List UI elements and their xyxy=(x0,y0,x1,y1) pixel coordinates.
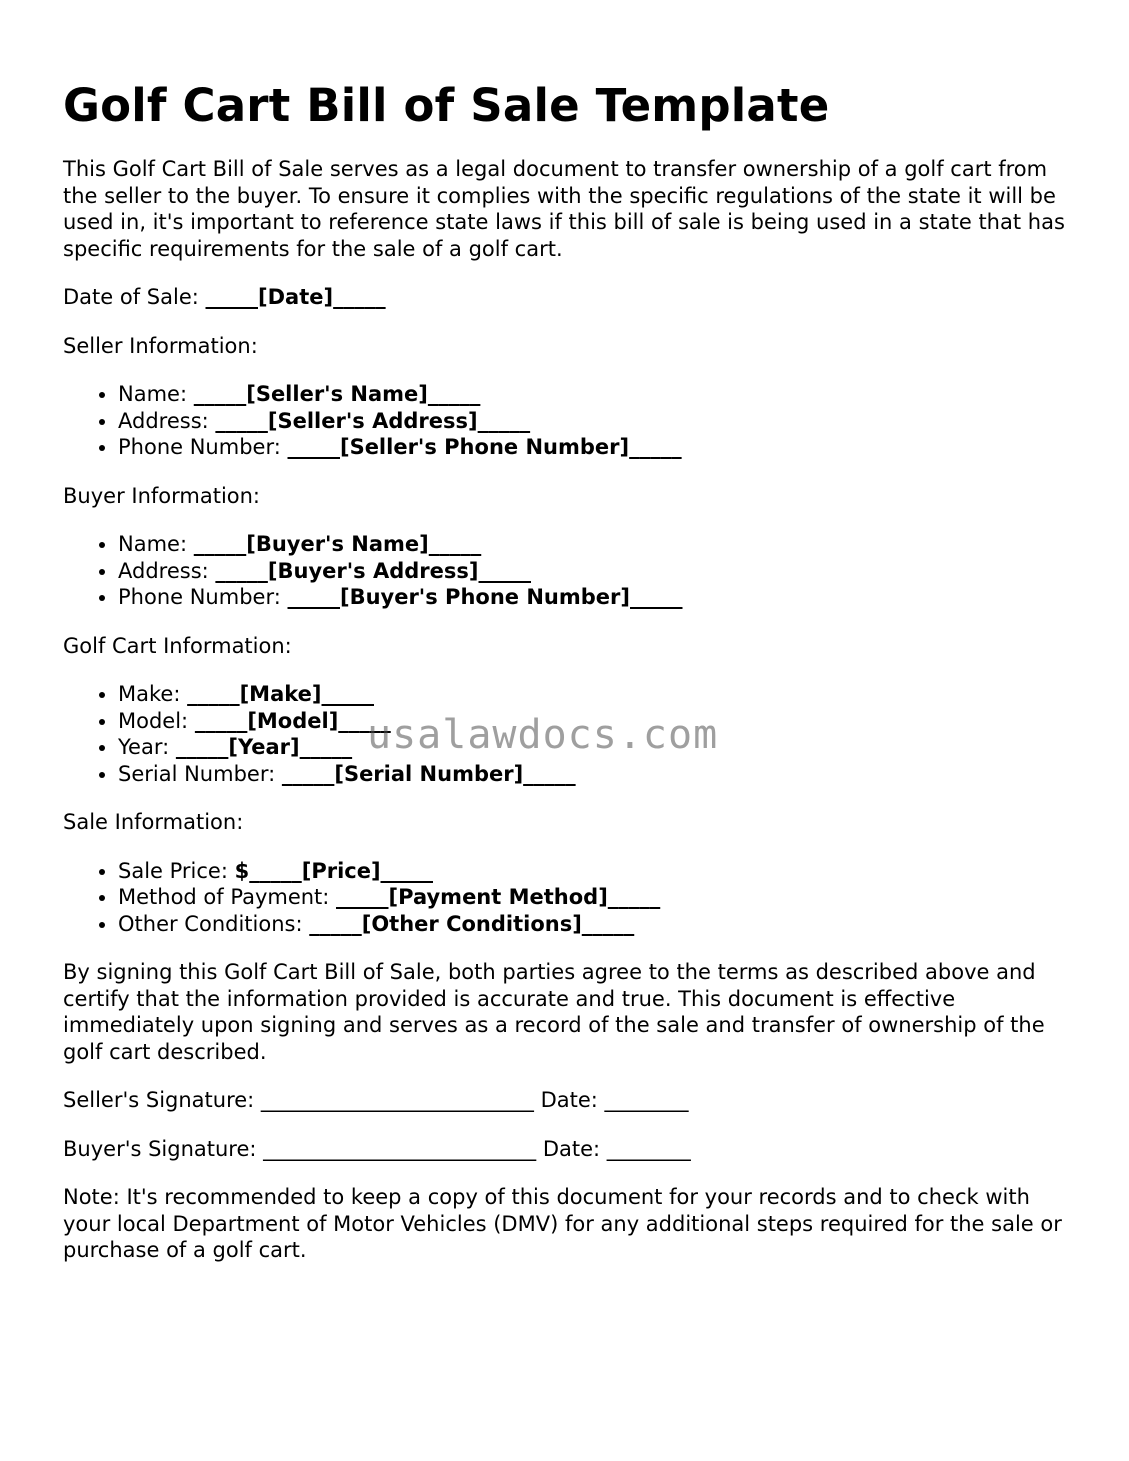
field-label: Phone Number: xyxy=(118,435,288,459)
document-title: Golf Cart Bill of Sale Template xyxy=(63,79,830,132)
field-label: Year: xyxy=(118,735,176,759)
list-item xyxy=(118,584,1073,611)
date-of-sale-value: _____[Date]_____ xyxy=(205,285,386,309)
cart-list xyxy=(63,681,1073,787)
list-item xyxy=(118,708,1073,735)
field-value: _____[Seller's Phone Number]_____ xyxy=(287,435,682,459)
buyer-signature-line: Buyer's Signature: __________________________ Date: ________ xyxy=(63,1136,691,1161)
field-label: Sale Price: xyxy=(118,858,235,883)
field-label: Address: xyxy=(118,558,216,583)
list-item xyxy=(118,531,1073,558)
field-value: _____[Other Conditions]_____ xyxy=(309,911,635,936)
list-item xyxy=(118,408,1073,435)
list-item xyxy=(118,434,1073,461)
list-item xyxy=(118,734,1073,761)
field-label: Method of Payment: xyxy=(118,885,337,909)
buyer-heading: Buyer Information: xyxy=(63,483,261,508)
field-label: Name: xyxy=(118,382,194,406)
list-item xyxy=(118,558,1073,585)
field-value: _____[Make]_____ xyxy=(187,682,374,706)
field-label: Phone Number: xyxy=(118,585,288,609)
list-item xyxy=(118,911,1073,938)
field-value: _____[Seller's Name]_____ xyxy=(193,382,481,406)
field-label: Model: xyxy=(118,708,195,733)
list-item xyxy=(118,381,1073,408)
document-page xyxy=(63,78,1073,1286)
seller-heading: Seller Information: xyxy=(63,333,258,358)
intro-paragraph: This Golf Cart Bill of Sale serves as a legal document to transfer ownership of a golf cart from the seller to the buyer. To ensure it complies with the specific regulations of the state it will be used in, it's important to reference state laws if this bill of sale is being used in a state that has specific requirements for the sale of a golf cart. xyxy=(63,157,1065,261)
field-label: Make: xyxy=(118,682,188,706)
field-value: _____[Seller's Address]_____ xyxy=(215,408,531,433)
agreement-paragraph: By signing this Golf Cart Bill of Sale, both parties agree to the terms as described above and certify that the information provided is accurate and true. This document is effective immediately upon signing and serves as a record of the sale and transfer of ownership of the golf cart described. xyxy=(63,960,1045,1064)
field-value: _____[Serial Number]_____ xyxy=(281,761,576,786)
sale-heading: Sale Information: xyxy=(63,810,244,834)
field-label: Address: xyxy=(118,408,216,433)
field-value: _____[Buyer's Phone Number]_____ xyxy=(287,585,683,609)
list-item xyxy=(118,681,1073,708)
date-of-sale-line xyxy=(63,284,1073,311)
field-value: $_____[Price]_____ xyxy=(234,858,434,883)
field-label: Name: xyxy=(118,532,194,556)
list-item xyxy=(118,884,1073,911)
seller-list xyxy=(63,381,1073,461)
field-value: _____[Buyer's Name]_____ xyxy=(193,532,482,556)
field-label: Other Conditions: xyxy=(118,911,310,936)
field-label: Serial Number: xyxy=(118,761,282,786)
sale-list xyxy=(63,858,1073,938)
field-value: _____[Buyer's Address]_____ xyxy=(215,558,531,583)
list-item xyxy=(118,858,1073,885)
seller-signature-line: Seller's Signature: __________________________ Date: ________ xyxy=(63,1088,689,1112)
cart-heading: Golf Cart Information: xyxy=(63,633,292,658)
note-paragraph: Note: It's recommended to keep a copy of this document for your records and to check with your local Department of Motor Vehicles (DMV) for any additional steps required for the sale or purchase of a golf cart. xyxy=(63,1185,1062,1262)
buyer-list xyxy=(63,531,1073,611)
field-value: _____[Payment Method]_____ xyxy=(336,885,661,909)
field-value: _____[Model]_____ xyxy=(194,708,391,733)
field-value: _____[Year]_____ xyxy=(175,735,353,759)
watermark: usalawdocs.com xyxy=(367,712,719,758)
date-of-sale-label: Date of Sale: xyxy=(63,285,206,309)
list-item xyxy=(118,761,1073,788)
